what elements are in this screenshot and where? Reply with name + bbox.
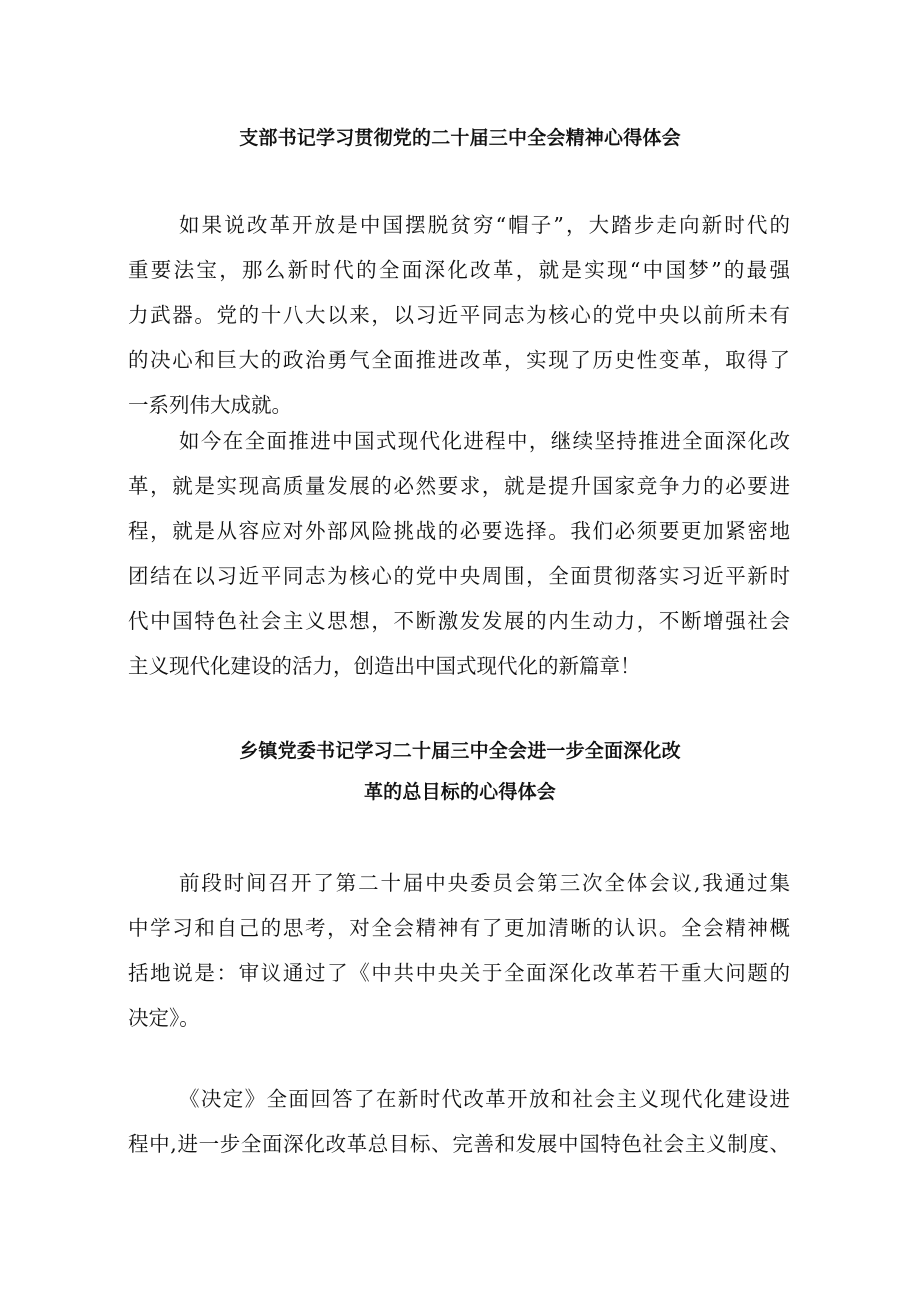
paragraph-line: 一系列伟大成就。 [128, 393, 292, 417]
paragraph-line: 决定》。 [128, 1006, 200, 1030]
paragraph-line: 括地说是：审议通过了《中共中央关于全面深化改革若干重大问题的 [128, 961, 790, 985]
paragraph-line: 代中国特色社会主义思想，不断激发发展的内生动力，不断增强社会 [128, 609, 790, 633]
paragraph-line: 程中,进一步全面深化改革总目标、完善和发展中国特色社会主义制度、 [128, 1132, 790, 1156]
article-1-paragraph-1 [128, 203, 790, 428]
paragraph-line: 的决心和巨大的政治勇气全面推进改革，实现了历史性变革，取得了 [128, 348, 790, 372]
paragraph-line: 中学习和自己的思考，对全会精神有了更加清晰的认识。全会精神概 [128, 916, 790, 940]
paragraph-line: 程，就是从容应对外部风险挑战的必要选择。我们必须要更加紧密地 [128, 519, 790, 543]
paragraph-line: 如今在全面推进中国式现代化进程中，继续坚持推进全面深化改 [179, 429, 790, 453]
article-2-paragraph-1 [128, 861, 790, 1041]
paragraph-line: 革，就是实现高质量发展的必然要求，就是提升国家竞争力的必要进 [128, 474, 790, 498]
paragraph-line: 如果说改革开放是中国摆脱贫穷“帽子”，大踏步走向新时代的 [179, 213, 790, 237]
article-2-title-line-2: 革的总目标的心得体会 [363, 781, 556, 803]
article-1-title: 支部书记学习贯彻党的二十届三中全会精神心得体会 [239, 127, 681, 149]
paragraph-line: 重要法宝，那么新时代的全面深化改革，就是实现“中国梦”的最强 [128, 258, 790, 282]
article-2-paragraph-2 [128, 1077, 790, 1167]
paragraph-line: 前段时间召开了第二十届中央委员会第三次全体会议,我通过集 [179, 871, 790, 895]
article-1-paragraph-2 [128, 419, 790, 689]
paragraph-line: 团结在以习近平同志为核心的党中央周围，全面贯彻落实习近平新时 [128, 564, 790, 588]
paragraph-line: 主义现代化建设的活力，创造出中国式现代化的新篇章！ [128, 654, 641, 678]
article-2-title-line-1: 乡镇党委书记学习二十届三中全会进一步全面深化改 [239, 740, 681, 762]
paragraph-line: 力武器。党的十八大以来，以习近平同志为核心的党中央以前所未有 [128, 303, 790, 327]
paragraph-line: 《决定》全面回答了在新时代改革开放和社会主义现代化建设进 [179, 1087, 790, 1111]
